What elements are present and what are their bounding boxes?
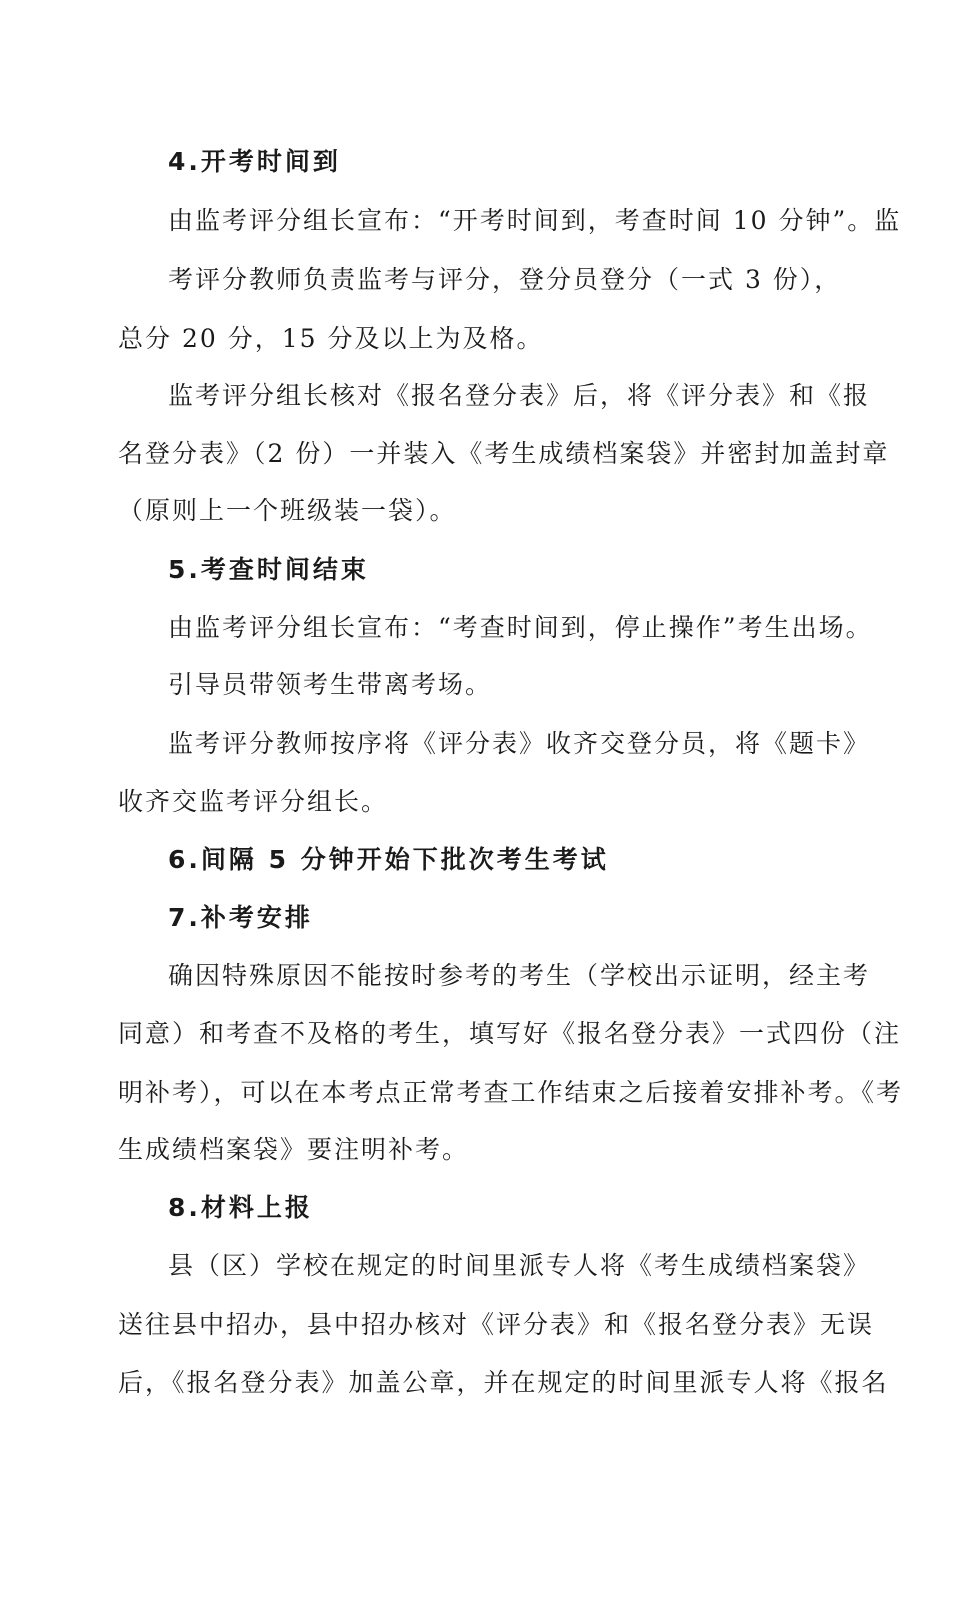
section-heading-7: 7.补考安排 [168,903,313,932]
paragraph-line: 确因特殊原因不能按时参考的考生（学校出示证明，经主考 [168,961,871,990]
paragraph-line: 县（区）学校在规定的时间里派专人将《考生成绩档案袋》 [168,1251,871,1280]
section-heading-8: 8.材料上报 [168,1193,313,1222]
paragraph-line: 监考评分组长核对《报名登分表》后，将《评分表》和《报 [168,381,871,410]
paragraph-line: 明补考），可以在本考点正常考查工作结束之后接着安排补考。《考 [118,1078,904,1107]
section-heading-6: 6.间隔 5 分钟开始下批次考生考试 [168,845,609,874]
paragraph-line: 后，《报名登分表》加盖公章，并在规定的时间里派专人将《报名 [118,1368,889,1397]
paragraph-line: 送往县中招办，县中招办核对《评分表》和《报名登分表》无误 [118,1310,875,1339]
paragraph-line: 同意）和考查不及格的考生，填写好《报名登分表》一式四份（注 [118,1019,902,1048]
section-heading-4: 4.开考时间到 [168,147,341,176]
section-heading-5: 5.考查时间结束 [168,555,369,584]
paragraph-line: 生成绩档案袋》要注明补考。 [118,1135,470,1164]
paragraph-line: 引导员带领考生带离考场。 [168,670,493,699]
paragraph-line: 名登分表》（2 份）一并装入《考生成绩档案袋》并密封加盖封章 [118,439,890,468]
paragraph-line: 由监考评分组长宣布：“开考时间到，考查时间 10 分钟”。监 [168,206,902,235]
paragraph-line: 由监考评分组长宣布：“考查时间到，停止操作”考生出场。 [168,613,873,642]
paragraph-line: 监考评分教师按序将《评分表》收齐交登分员，将《题卡》 [168,729,871,758]
paragraph-line: （原则上一个班级装一袋）。 [118,496,457,525]
paragraph-line: 考评分教师负责监考与评分，登分员登分（一式 3 份）， [168,265,842,294]
paragraph-line: 收齐交监考评分组长。 [118,787,389,816]
paragraph-line: 总分 20 分，15 分及以上为及格。 [118,324,544,353]
